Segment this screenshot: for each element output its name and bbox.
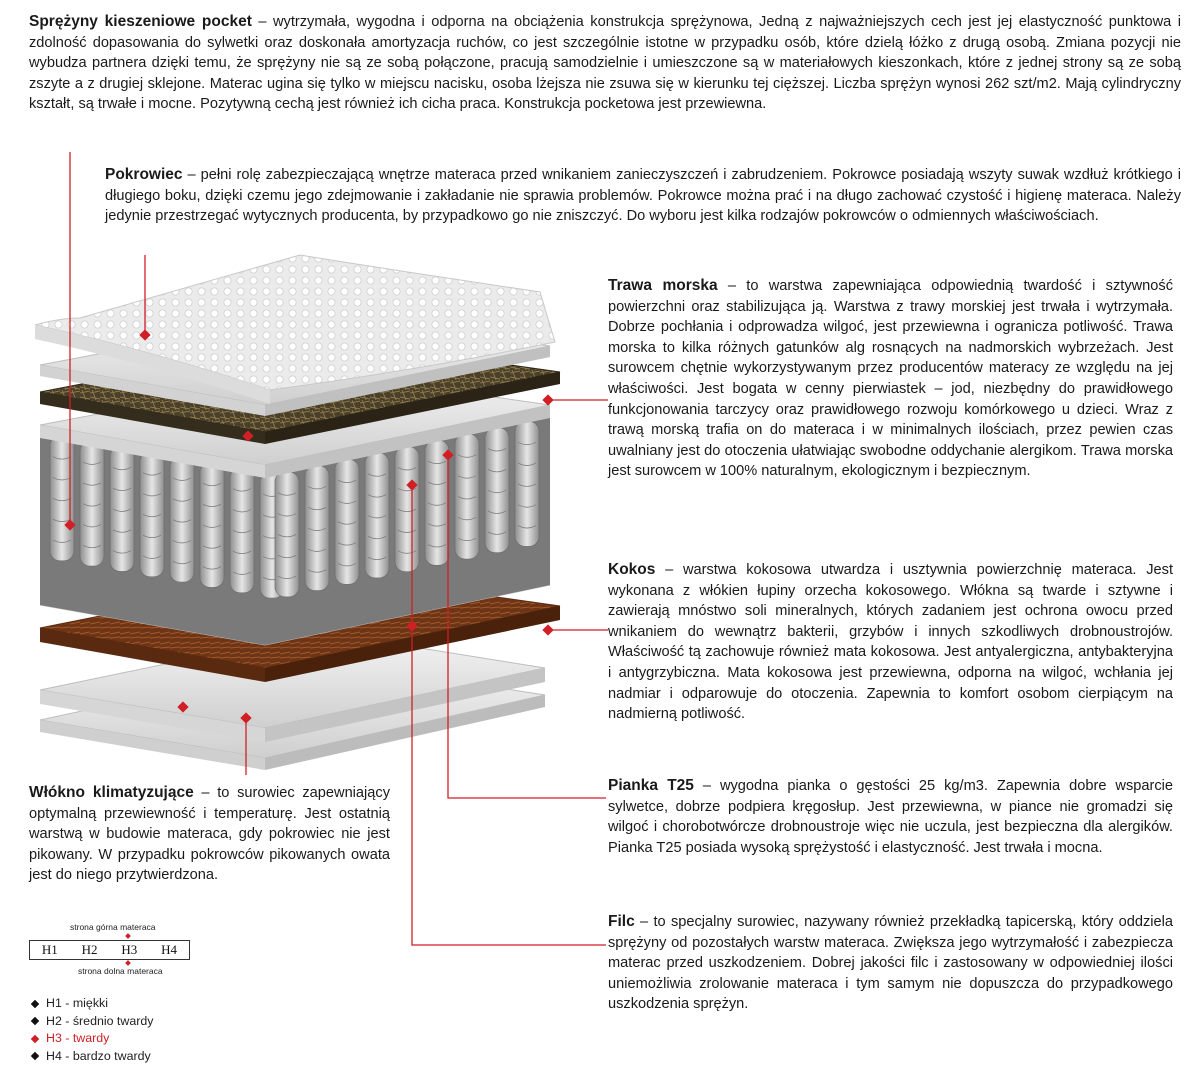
legend-h1: H1 - miękki: [32, 995, 153, 1013]
hardness-legend: [32, 995, 153, 1065]
scale-bottom-label: strona dolna materaca: [78, 966, 163, 976]
seagrass-title: Trawa morska: [608, 277, 718, 294]
scale-h2: H2: [81, 942, 98, 957]
top-selected-marker: [124, 932, 132, 940]
coconut-title: Kokos: [608, 561, 656, 578]
hardness-scale: [29, 940, 190, 960]
felt-title: Filc: [608, 913, 635, 930]
legend-h4: H4 - bardzo twardy: [32, 1048, 153, 1066]
seagrass-description: Trawa morska – to warstwa zapewniająca odpowiednią twardość i sztywność powierzchni oraz stabilizująca ją. Warstwa z trawy morskiej jest trwała i wytrzymała. Dobrze pochłania i odprowadza wilgoć, jest przewiewna i ogranicza potliwość. Trawa morska to kilka różnych gatunków alg rosnących na nadmorskich wybrzeżach. Jest surowcem chętnie wykorzystywanym przez producentów materacy ze względu na jej właściwości. Jest bogata w cenny pierwiastek – jod, niezbędny do prawidłowego funkcjonowania tarczycy oraz prawidłowego rozwoju komórkowego u dzieci. Wraz z trawą morską trafia on do materaca i w minimalnych ilościach, przez pewien czas uwalniany jest do otoczenia ułatwiając swobodne oddychanie alergikom. Trawa morska jest surowcem w 100% naturalnym, ekologicznym i bezpiecznym.: [608, 277, 1173, 480]
scale-top-label: strona górna materaca: [70, 922, 156, 932]
diamond-icon: [31, 1052, 39, 1060]
diamond-icon: [31, 1017, 39, 1025]
coconut-description: Kokos – warstwa kokosowa utwardza i usztywnia powierzchnię materaca. Jest wykonana z włókien łupiny orzecha kokosowego. Włókna są twarde i sztywne i zawierają mnóstwo soli mineralnych, których zadaniem jest ochrona owocu przed wnikaniem do wewnątrz bakterii, grzybów i innych szkodliwych drobnoustrojów. Właściwość tą zachowuje również mata kokosowa. Jest antyalergiczna, antybakteryjna i antygrzybiczna. Mata kokosowa jest przewiewna, odporna na wilgoć, wchłania jej nadmiar i odparowuje do otoczenia. Zapewnia to komfort osobom cierpiącym na nadmierną potliwość.: [608, 561, 1173, 723]
felt-description: Filc – to specjalny surowiec, nazywany również przekładką tapicerską, który oddziela sprężyny od pozostałych warstw materaca. Zwiększa jego wytrzymałość i zabezpiecza materac przed uszkodzeniem. Dobrej jakości filc i zastosowany w odpowiedniej ilości uniemożliwia zrolowanie materaca i tym samym nie dopuszcza do przypadkowego uszkodzenia sprężyn.: [608, 913, 1173, 1013]
diamond-icon: [31, 1000, 39, 1008]
diamond-icon: [31, 1035, 39, 1043]
legend-h2: H2 - średnio twardy: [32, 1013, 153, 1031]
fiber-description: Włókno klimatyzujące – to surowiec zapewniający optymalną przewiewność i temperaturę. Jest ostatnią warstwą w budowie materaca, gdy pokrowiec nie jest pikowany. W przypadku pokrowców pikowanych owata jest do niego przytwierdzona.: [29, 784, 390, 884]
scale-h3: H3: [121, 942, 138, 957]
springs-description: Sprężyny kieszeniowe pocket – wytrzymała, wygodna i odporna na obciążenia konstrukcja sprężynowa, Jedną z najważniejszych cech jest jej elastyczność punktowa i zdolność dopasowania do sylwetki oraz doskonała amortyzacja ruchów, co jest szczególnie istotne w przypadku osób, które dzielą łóżko z drugą osobą. Zmiana pozycji nie wybudza partnera dzięki temu, że sprężyny nie są ze sobą połączone, pracują samodzielnie i umieszczone są w materiałowych kieszonkach, które z jednej strony są ze sobą zszyte a z drugiej sklejone. Materac ugina się tylko w miejscu nacisku, osoba lżejsza nie zsuwa się w kierunku tej cięższej. Liczba sprężyn wynosi 262 szt/m2. Mają cylindryczny kształt, są trwałe i mocne. Pozytywną cechą jest również ich cicha praca. Konstrukcja pocketowa jest przewiewna.: [29, 13, 1181, 113]
marker-coconut: [542, 624, 553, 635]
foam-description: Pianka T25 – wygodna pianka o gęstości 25 kg/m3. Zapewnia dobre wsparcie sylwetce, dobrze podpiera kręgosłup. Jest przewiewna, w piance nie gromadzi się wilgoć i chorobotwórcze drobnoustroje więc nie uczula, jest bezpieczna dla alergików. Pianka T25 posiada wysoką sprężystość i elastyczność. Jest trwała i mocna.: [608, 777, 1173, 856]
scale-h4: H4: [161, 942, 178, 957]
foam-title: Pianka T25: [608, 777, 694, 794]
cover-description: Pokrowiec – pełni rolę zabezpieczającą wnętrze materaca przed wnikaniem zanieczyszczeń i zabrudzeniem. Pokrowce posiadają wszyty suwak wzdłuż krótkiego i długiego boku, dzięki czemu jego zdejmowanie i zakładanie nie sprawia problemów. Pokrowce można prać i na długo zachować czystość i higienę materaca. Należy jedynie przestrzegać wytycznych producenta, by przypadkowo go nie zniszczyć. Do wyboru jest kilka rodzajów pokrowców o odmiennych właściwościach.: [105, 166, 1181, 225]
fiber-title: Włókno klimatyzujące: [29, 784, 194, 801]
cover-title: Pokrowiec: [105, 166, 183, 183]
scale-h1: H1: [41, 942, 58, 957]
legend-h3: H3 - twardy: [32, 1030, 153, 1048]
springs-title: Sprężyny kieszeniowe pocket: [29, 13, 252, 30]
